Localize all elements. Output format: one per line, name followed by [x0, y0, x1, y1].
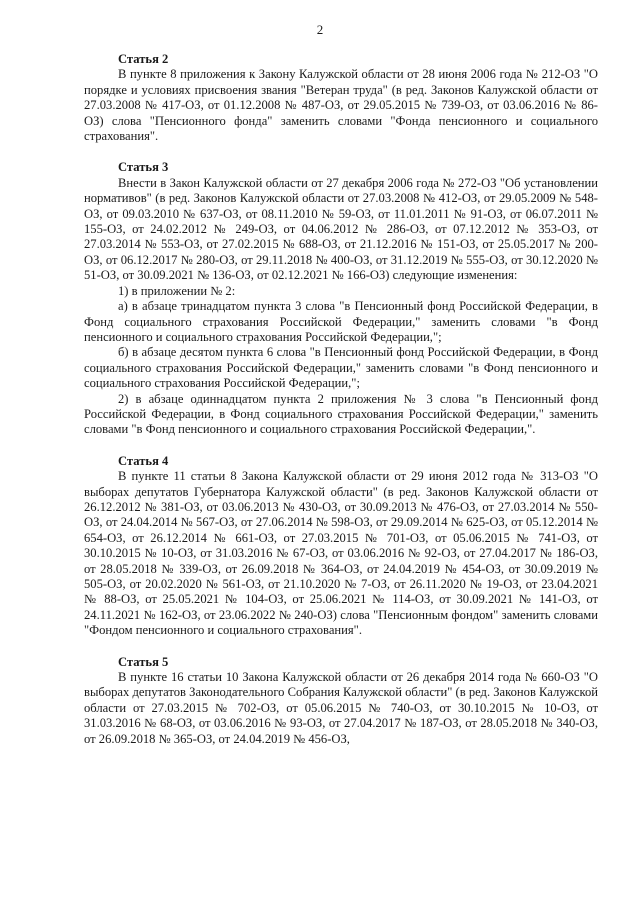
article-2 [84, 52, 598, 144]
article-paragraph: В пункте 16 статьи 10 Закона Калужской области от 26 декабря 2014 года № 660-ОЗ "О выборах депутатов Законодательного Собрания Калужской области" (в ред. Законов Калужской области от 27.03.2015 № 702-ОЗ, от 05.06.2015 № 740-ОЗ, от 30.10.2015 № 10-ОЗ, от 31.03.2016 № 68-ОЗ, от 03.06.2016 № 93-ОЗ, от 27.04.2017 № 187-ОЗ, от 28.05.2018 № 340-ОЗ, от 26.09.2018 № 365-ОЗ, от 24.04.2019 № 456-ОЗ, [84, 670, 598, 746]
article-heading: Статья 2 [118, 52, 169, 66]
spacer [84, 438, 598, 454]
article-3 [84, 160, 598, 437]
page-number: 2 [316, 22, 324, 37]
article-heading: Статья 3 [118, 160, 169, 175]
article-5 [84, 655, 598, 747]
article-paragraph: Внести в Закон Калужской области от 27 декабря 2006 года № 272-ОЗ "Об установлении нормативов" (в ред. Законов Калужской области от 27.03.2008 № 412-ОЗ, от 29.05.2009 № 548-ОЗ, от 09.03.2010 № 637-ОЗ, от 08.11.2010 № 59-ОЗ, от 11.01.2011 № 91-ОЗ, от 06.07.2011 № 155-ОЗ, от 24.02.2012 № 249-ОЗ, от 04.06.2012 № 286-ОЗ, от 07.12.2012 № 353-ОЗ, от 27.03.2014 № 553-ОЗ, от 27.02.2015 № 688-ОЗ, от 21.12.2016 № 151-ОЗ, от 25.05.2017 № 200-ОЗ, от 06.12.2017 № 280-ОЗ, от 29.11.2018 № 400-ОЗ, от 31.12.2019 № 555-ОЗ, от 30.12.2020 № 51-ОЗ, от 30.09.2021 № 136-ОЗ, от 02.12.2021 № 166-ОЗ) следующие изменения: [84, 175, 598, 283]
article-paragraph: 2) в абзаце одиннадцатом пункта 2 приложения № 3 слова "в Пенсионный фонд Российской Федерации, в Фонд социального страхования Российской Федерации," заменить словами "в Фонд пенсионного и социального страхования Российской Федерации,". [84, 391, 598, 437]
article-heading: Статья 5 [118, 654, 169, 669]
article-paragraph: 1) в приложении № 2: [118, 283, 236, 298]
article-paragraph: б) в абзаце десятом пункта 6 слова "в Пенсионный фонд Российской Федерации, в Фонд социального страхования Российской Федерации," заменить словами "в Фонд пенсионного и социального страхования Российской Федерации,"; [84, 345, 598, 391]
document-body [84, 52, 598, 747]
article-4 [84, 454, 598, 639]
spacer [84, 639, 598, 655]
article-paragraph: а) в абзаце тринадцатом пункта 3 слова "в Пенсионный фонд Российской Федерации, в Фонд социального страхования Российской Федерации," заменить словами "в Фонд пенсионного и социального страхования Российской Федерации,"; [84, 299, 598, 344]
article-paragraph: В пункте 11 статьи 8 Закона Калужской области от 29 июня 2012 года № 313-ОЗ "О выборах депутатов Губернатора Калужской области" (в ред. Законов Калужской области от 26.12.2012 № 381-ОЗ, от 03.06.2013 № 430-ОЗ, от 30.09.2013 № 476-ОЗ, от 27.03.2014 № 550-ОЗ, от 24.04.2014 № 567-ОЗ, от 27.06.2014 № 598-ОЗ, от 29.09.2014 № 625-ОЗ, от 05.12.2014 № 654-ОЗ, от 26.12.2014 № 661-ОЗ, от 27.03.2015 № 701-ОЗ, от 05.06.2015 № 741-ОЗ, от 30.10.2015 № 10-ОЗ, от 31.03.2016 № 67-ОЗ, от 03.06.2016 № 92-ОЗ, от 27.04.2017 № 186-ОЗ, от 28.05.2018 № 339-ОЗ, от 26.09.2018 № 364-ОЗ, от 24.04.2019 № 454-ОЗ, от 30.09.2019 № 505-ОЗ, от 20.02.2020 № 561-ОЗ, от 21.10.2020 № 7-ОЗ, от 26.11.2020 № 19-ОЗ, от 23.04.2021 № 88-ОЗ, от 25.05.2021 № 104-ОЗ, от 25.06.2021 № 114-ОЗ, от 30.09.2021 № 141-ОЗ, от 24.11.2021 № 162-ОЗ, от 23.06.2022 № 240-ОЗ) слова "Пенсионным фондом" заменить словами "Фондом пенсионного и социального страхования". [84, 469, 598, 638]
article-heading: Статья 4 [118, 453, 169, 468]
spacer [84, 144, 598, 160]
article-paragraph: В пункте 8 приложения к Закону Калужской области от 28 июня 2006 года № 212-ОЗ "О порядке и условиях присвоения звания "Ветеран труда" (в ред. Законов Калужской области от 27.03.2008 № 417-ОЗ, от 01.12.2008 № 487-ОЗ, от 29.05.2015 № 739-ОЗ, от 03.06.2016 № 86-ОЗ) слова "Пенсионного фонда" заменить словами "Фонда пенсионного и социального страхования". [84, 67, 598, 144]
